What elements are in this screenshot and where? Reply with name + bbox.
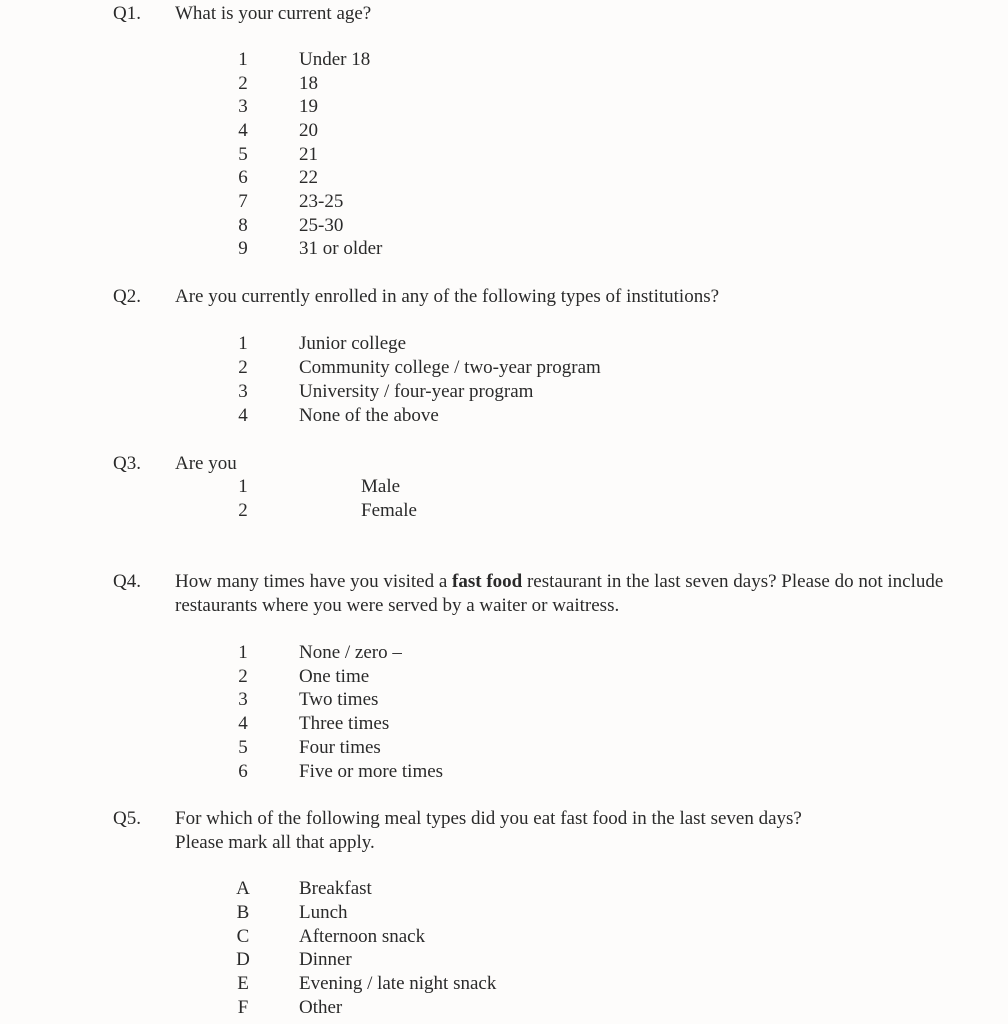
question-text-before: How many times have you visited a [175,571,453,592]
option-row[interactable] [0,190,1008,214]
option-label: 23-25 [299,191,344,212]
option-row[interactable] [0,95,1008,119]
option-code: 2 [238,666,248,687]
question-text-line2: Please mark all that apply. [175,832,375,853]
question-number: Q4. [113,571,141,592]
option-row[interactable] [0,72,1008,96]
option-row[interactable] [0,736,1008,760]
option-row[interactable] [0,475,1008,499]
question-number: Q3. [113,453,141,474]
option-label: Community college / two-year program [299,357,601,378]
option-label: None of the above [299,405,439,426]
option-label: 19 [299,96,318,117]
option-code: 1 [238,642,248,663]
option-row[interactable] [0,166,1008,190]
option-code: 1 [238,476,248,497]
option-code: 5 [238,737,248,758]
option-code: A [236,878,250,899]
option-label: One time [299,666,370,687]
option-row[interactable] [0,214,1008,238]
option-row[interactable] [0,380,1008,404]
option-row[interactable] [0,760,1008,784]
option-label: Female [361,500,417,521]
question-text-after: restaurant in the last seven days? Please do not include restaurants where you were served by a waiter or waitress. [175,571,944,616]
option-label: 31 or older [299,238,383,259]
option-code: 9 [238,238,248,259]
option-code: 3 [238,381,248,402]
option-row[interactable] [0,665,1008,689]
option-code: 2 [238,357,248,378]
option-code: 2 [238,500,248,521]
option-label: Evening / late night snack [299,973,497,994]
option-code: 6 [238,167,248,188]
question-number: Q1. [113,3,141,24]
option-label: 18 [299,73,318,94]
option-label: Other [299,997,343,1018]
option-label: Two times [299,689,379,710]
option-code: 1 [238,333,248,354]
option-row[interactable] [0,499,1008,523]
option-label: 22 [299,167,318,188]
option-code: 2 [238,73,248,94]
option-label: Four times [299,737,381,758]
question-text: Are you [175,453,237,474]
option-row[interactable] [0,356,1008,380]
option-row[interactable] [0,688,1008,712]
option-code: D [236,949,250,970]
option-code: 5 [238,144,248,165]
option-label: Three times [299,713,390,734]
option-label: Male [361,476,401,497]
option-label: 21 [299,144,318,165]
option-row[interactable] [0,332,1008,356]
option-code: 3 [238,96,248,117]
question-text [175,807,965,855]
option-label: Dinner [299,949,352,970]
option-code: 7 [238,191,248,212]
option-code: 4 [238,405,248,426]
option-row[interactable] [0,972,1008,996]
question-number: Q2. [113,286,141,307]
option-row[interactable] [0,948,1008,972]
option-row[interactable] [0,48,1008,72]
option-code: 6 [238,761,248,782]
option-row[interactable] [0,901,1008,925]
option-row[interactable] [0,237,1008,261]
option-label: 20 [299,120,318,141]
option-row[interactable] [0,877,1008,901]
option-code: 8 [238,215,248,236]
option-row[interactable] [0,143,1008,167]
option-label: University / four-year program [299,381,534,402]
option-label: None / zero – [299,642,402,663]
option-label: Lunch [299,902,348,923]
option-row[interactable] [0,925,1008,949]
option-code: B [236,902,250,923]
option-code: 4 [238,713,248,734]
option-row[interactable] [0,404,1008,428]
option-row[interactable] [0,641,1008,665]
option-code: 4 [238,120,248,141]
question-text [175,570,965,618]
question-text-emphasis: fast food [452,571,523,592]
option-row[interactable] [0,712,1008,736]
option-code: C [236,926,250,947]
option-row[interactable] [0,119,1008,143]
option-row[interactable] [0,996,1008,1020]
question-text-line1: For which of the following meal types did you eat fast food in the last seven days? [175,808,802,829]
option-code: E [237,973,249,994]
option-label: 25-30 [299,215,344,236]
question-number: Q5. [113,808,141,829]
question-text: What is your current age? [175,3,372,24]
option-label: Afternoon snack [299,926,426,947]
option-label: Junior college [299,333,407,354]
option-label: Five or more times [299,761,444,782]
option-code: 1 [238,49,248,70]
question-text: Are you currently enrolled in any of the following types of institutions? [175,286,720,307]
option-label: Under 18 [299,49,371,70]
option-code: 3 [238,689,248,710]
option-code: F [237,997,249,1018]
option-label: Breakfast [299,878,372,899]
